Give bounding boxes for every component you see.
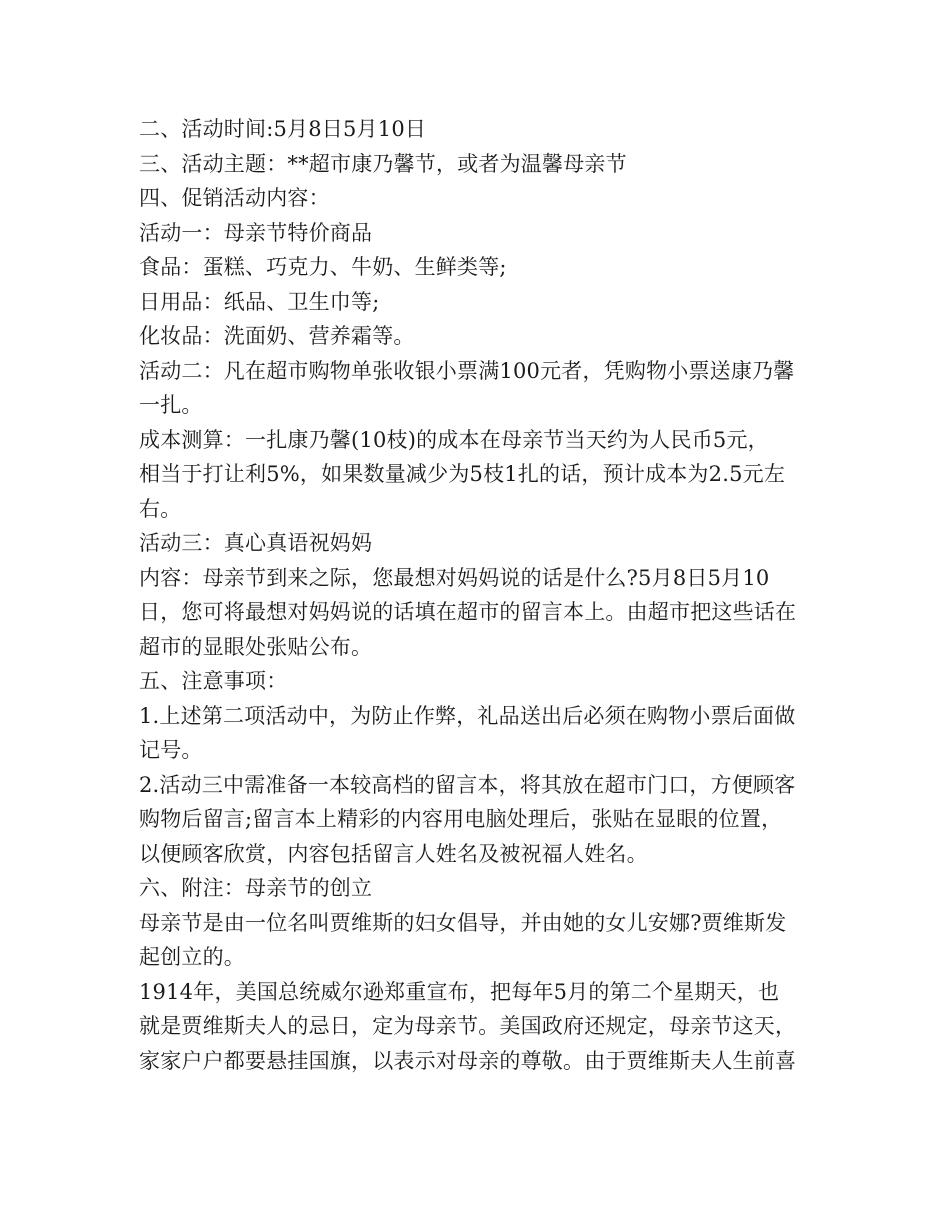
text-line: 内容：母亲节到来之际，您最想对妈妈说的话是什么?5月8日5月10 <box>139 565 770 590</box>
text-line: 五、注意事项： <box>139 669 288 693</box>
text-line: 三、活动主题：**超市康乃馨节，或者为温馨母亲节 <box>139 151 627 176</box>
text-line: 记号。 <box>139 738 203 762</box>
text-line: 四、促销活动内容： <box>139 186 330 210</box>
text-line: 右。 <box>139 496 182 521</box>
text-line: 二、活动时间:5月8日5月10日 <box>139 117 427 141</box>
text-line: 六、附注：母亲节的创立 <box>139 876 373 900</box>
text-line: 母亲节是由一位名叫贾维斯的妇女倡导，并由她的女儿安娜?贾维斯发 <box>139 910 787 935</box>
text-line: 超市的显眼处张贴公布。 <box>139 634 373 659</box>
text-line: 活动一：母亲节特价商品 <box>139 220 373 245</box>
text-line: 1.上述第二项活动中，为防止作弊，礼品送出后必须在购物小票后面做 <box>139 703 796 728</box>
text-line: 成本测算：一扎康乃馨(10枝)的成本在母亲节当天约为人民币5元， <box>139 427 769 452</box>
text-line: 相当于打让利5%，如果数量减少为5枝1扎的话，预计成本为2.5元左 <box>139 462 786 486</box>
document-body <box>139 112 829 1078</box>
text-line: 就是贾维斯夫人的忌日，定为母亲节。美国政府还规定，母亲节这天， <box>139 1014 797 1038</box>
text-line: 日用品：纸品、卫生巾等; <box>139 289 380 314</box>
text-line: 购物后留言;留言本上精彩的内容用电脑处理后，张贴在显眼的位置， <box>139 807 783 831</box>
text-line: 活动二：凡在超市购物单张收银小票满100元者，凭购物小票送康乃馨 <box>139 358 795 383</box>
text-line: 1914年，美国总统威尔逊郑重宣布，把每年5月的第二个星期天，也 <box>139 979 780 1004</box>
text-line: 日，您可将最想对妈妈说的话填在超市的留言本上。由超市把这些话在 <box>139 600 797 624</box>
text-line: 起创立的。 <box>139 945 245 969</box>
text-line: 2.活动三中需准备一本较高档的留言本，将其放在超市门口，方便顾客 <box>139 772 796 797</box>
text-line: 食品：蛋糕、巧克力、牛奶、生鲜类等; <box>139 255 507 279</box>
text-line: 以便顾客欣赏，内容包括留言人姓名及被祝福人姓名。 <box>139 841 648 866</box>
text-line: 家家户户都要悬挂国旗，以表示对母亲的尊敬。由于贾维斯夫人生前喜 <box>139 1048 797 1073</box>
text-line: 一扎。 <box>139 393 203 417</box>
text-line: 活动三：真心真语祝妈妈 <box>139 531 373 555</box>
text-line: 化妆品：洗面奶、营养霜等。 <box>139 324 415 348</box>
